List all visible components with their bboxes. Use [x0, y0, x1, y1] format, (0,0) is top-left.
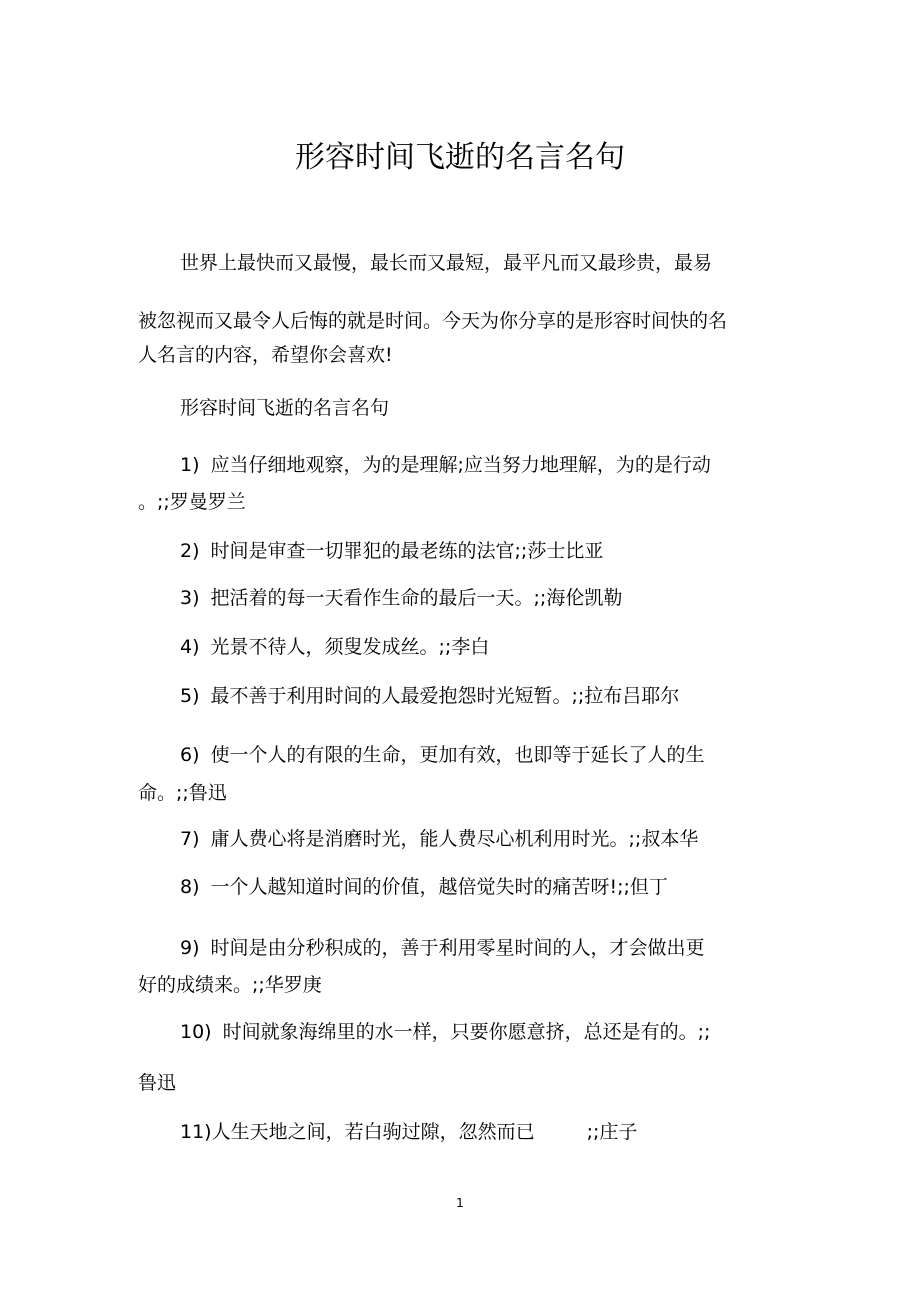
quote-text: 光景不待人，须叟发成丝。;;李白 [210, 636, 490, 658]
intro-line-2: 被忽视而又最令人后悔的就是时间。今天为你分享的是形容时间快的名 [138, 310, 728, 332]
quote-line [180, 452, 780, 478]
quote-line [180, 1119, 780, 1145]
quote-line [180, 634, 780, 660]
quote-text: 使一个人的有限的生命，更加有效，也即等于延长了人的生 [210, 744, 705, 766]
quote-number: 10) [180, 1021, 212, 1043]
quote-text: 庸人费心将是消磨时光，能人费尽心机利用时光。;;叔本华 [210, 828, 699, 850]
quote-continuation: 命。;;鲁迅 [138, 782, 227, 804]
quote-text: 时间就象海绵里的水一样，只要你愿意挤，总还是有的。;; [222, 1021, 711, 1043]
quote-author: ;;庄子 [586, 1121, 638, 1143]
quote-number: 11) [180, 1121, 212, 1143]
quote-number: 3) [180, 587, 200, 609]
intro-line-3: 人名言的内容，希望你会喜欢! [138, 344, 393, 366]
quote-number: 7) [180, 828, 200, 850]
section-subtitle: 形容时间飞逝的名言名句 [180, 397, 390, 419]
quote-number: 1) [180, 454, 200, 476]
quote-line [180, 874, 780, 900]
intro-line-1: 世界上最快而又最慢，最长而又最短，最平凡而又最珍贵，最易 [180, 252, 713, 274]
quote-text: 时间是审查一切罪犯的最老练的法官;;莎士比亚 [210, 540, 604, 562]
quote-text: 一个人越知道时间的价值，越倍觉失时的痛苦呀!;;但丁 [210, 876, 668, 898]
quote-continuation: 鲁迅 [138, 1072, 177, 1094]
page-number: 1 [456, 1196, 464, 1210]
quote-line [180, 742, 780, 768]
quote-number: 8) [180, 876, 200, 898]
quote-number: 9) [180, 937, 200, 959]
quote-text: 应当仔细地观察，为的是理解;应当努力地理解，为的是行动 [210, 454, 711, 476]
quote-number: 6) [180, 744, 200, 766]
quote-number: 2) [180, 540, 200, 562]
quote-line [180, 538, 780, 564]
quote-continuation: 好的成绩来。;;华罗庚 [138, 974, 322, 996]
quote-text: 把活着的每一天看作生命的最后一天。;;海伦凯勒 [210, 587, 623, 609]
quote-text: 人生天地之间，若白驹过隙，忽然而已 [211, 1121, 535, 1143]
quote-line [180, 935, 780, 961]
quote-line [180, 585, 780, 611]
document-title: 形容时间飞逝的名言名句 [295, 140, 625, 175]
quote-continuation: 。;;罗曼罗兰 [138, 491, 246, 513]
quote-number: 4) [180, 636, 200, 658]
quote-number: 5) [180, 685, 200, 707]
quote-line [180, 683, 780, 709]
quote-text: 最不善于利用时间的人最爱抱怨时光短暂。;;拉布吕耶尔 [210, 685, 680, 707]
quote-line [180, 826, 780, 852]
quote-line [180, 1019, 780, 1045]
quote-text: 时间是由分秒积成的，善于利用零星时间的人，才会做出更 [210, 937, 705, 959]
